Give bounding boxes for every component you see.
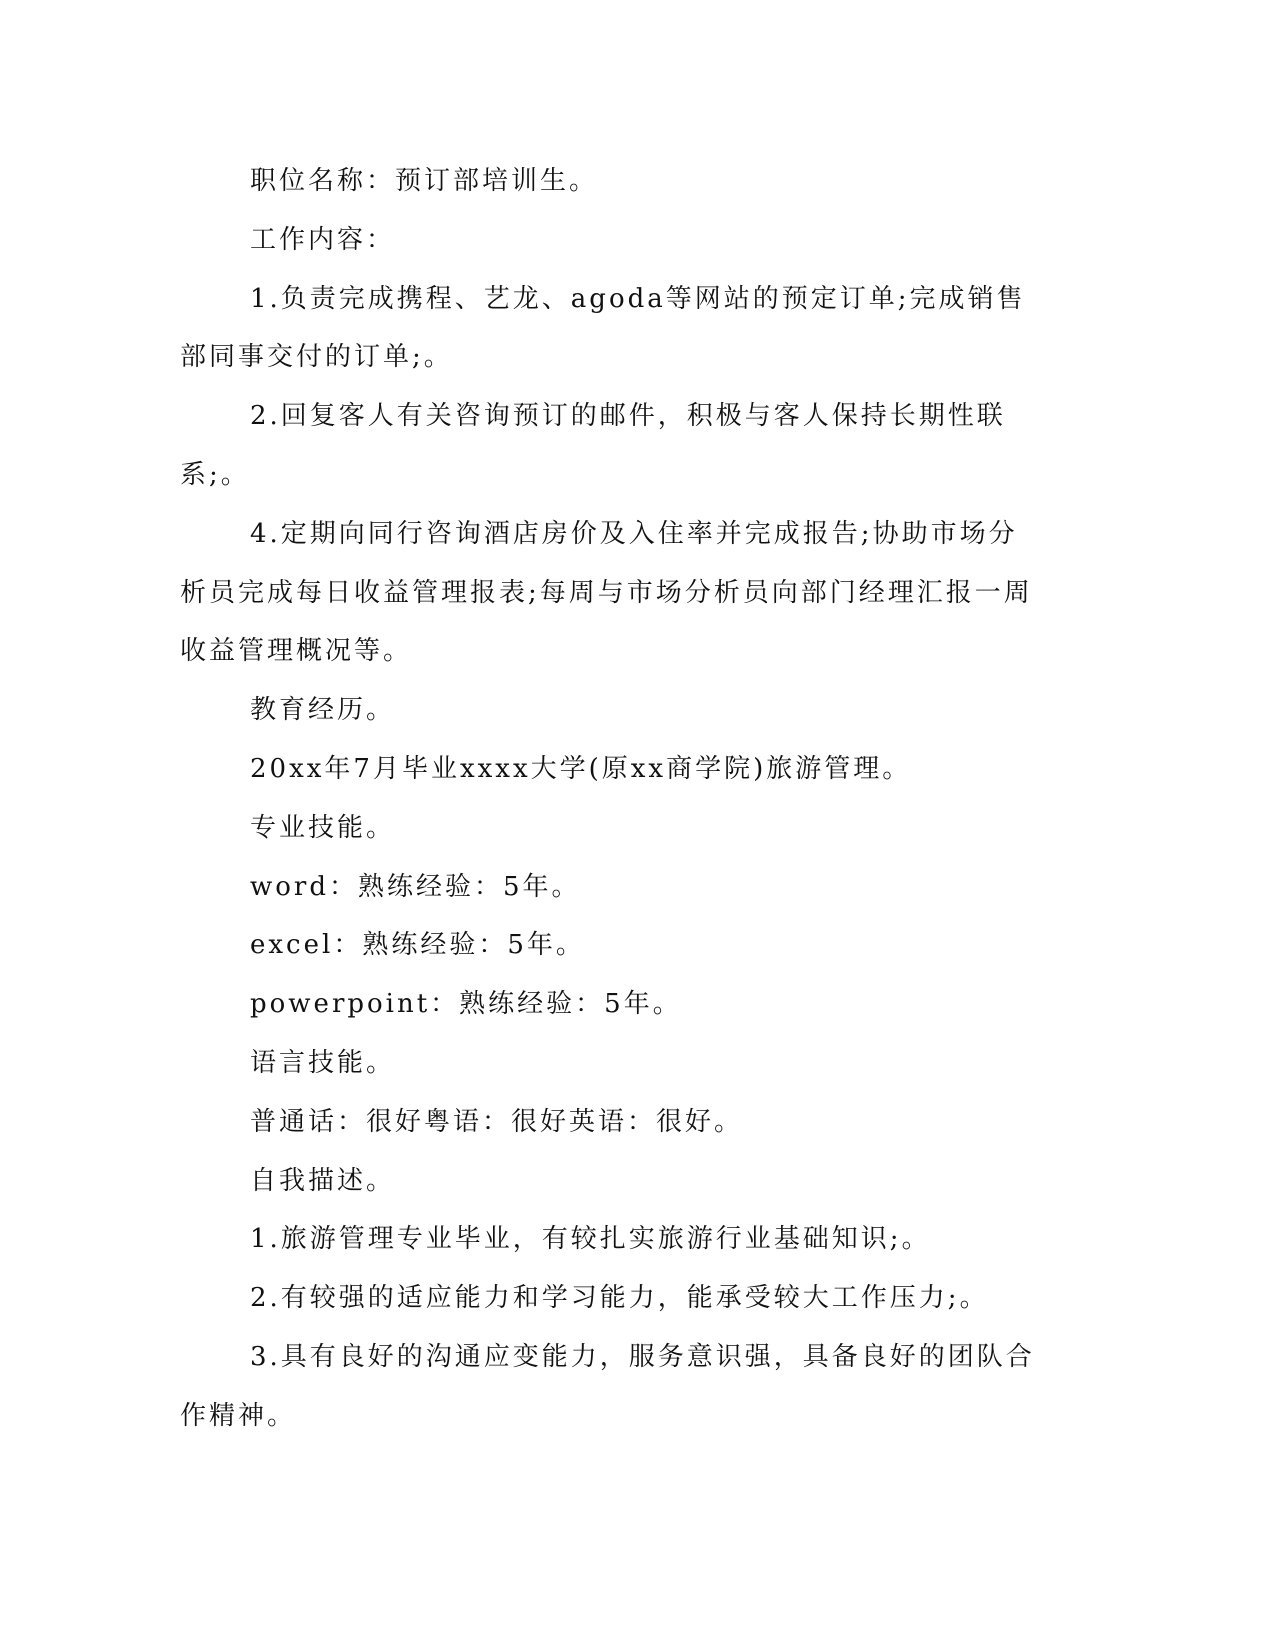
language-levels: 普通话：很好粤语：很好英语：很好。: [250, 1106, 744, 1137]
position-title: 职位名称：预订部培训生。: [250, 166, 599, 196]
work-item-4: 4.定期向同行咨询酒店房价及入住率并完成报告;协助市场分析员完成每日收益管理报表;每周与市场分析员向部门经理汇报一周收益管理概况等。: [180, 518, 1033, 667]
skill-word: word：熟练经验：5年。: [250, 871, 581, 902]
education-heading: 教育经历。: [250, 695, 396, 726]
self-description-item-1: 1.旅游管理专业毕业，有较扎实旅游行业基础知识;。: [250, 1224, 931, 1255]
education-entry: 20xx年7月毕业xxxx大学(原xx商学院)旅游管理。: [250, 753, 912, 784]
skills-heading: 专业技能。: [250, 812, 396, 843]
language-heading: 语言技能。: [250, 1047, 396, 1078]
self-description-item-2: 2.有较强的适应能力和学习能力，能承受较大工作压力;。: [250, 1283, 989, 1314]
self-description-item-3: 3.具有良好的沟通应变能力，服务意识强，具备良好的团队合作精神。: [180, 1341, 1035, 1431]
skill-excel: excel：熟练经验：5年。: [250, 930, 585, 961]
work-item-1: 1.负责完成携程、艺龙、agoda等网站的预定订单;完成销售部同事交付的订单;。: [180, 283, 1026, 373]
work-item-2: 2.回复客人有关咨询预订的邮件，积极与客人保持长期性联系;。: [180, 401, 1006, 490]
self-description-heading: 自我描述。: [250, 1165, 396, 1196]
skill-powerpoint: powerpoint：熟练经验：5年。: [250, 989, 682, 1020]
document-body: [180, 152, 1035, 1446]
work-content-heading: 工作内容：: [250, 224, 396, 255]
